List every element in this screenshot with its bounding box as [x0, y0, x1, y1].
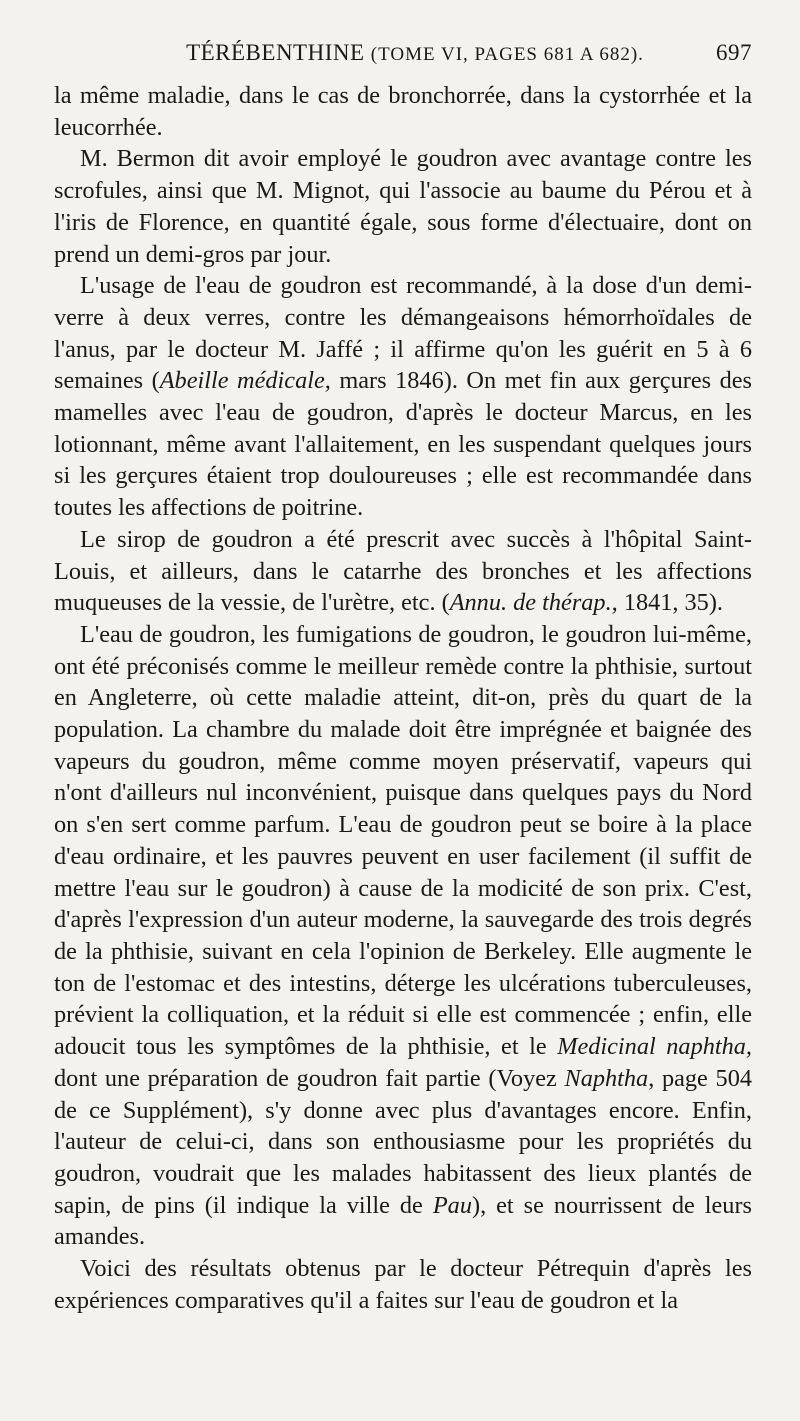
paragraph: [54, 143, 752, 270]
page-number: 697: [716, 40, 752, 65]
paragraph: [54, 524, 752, 619]
running-head-main: TÉRÉBENTHINE: [186, 40, 365, 65]
running-head: [54, 40, 716, 66]
italic-citation: Naphtha: [564, 1064, 649, 1092]
text-run: dont une préparation de goudron fait partie (Voyez: [54, 1064, 565, 1092]
text-run: la même maladie, dans le cas de bronchorrée, dans la cystorrhée et la leucorrhée.: [54, 82, 752, 141]
text-run: mars 1846). On met fin aux gerçures des mamelles avec l'eau de goudron, d'après le docteur Marcus, en les lotionnant, même avant l'allaitement, en les suspendant quelques jours si les gerçures étaient trop douloureuses ; elle est recommandée dans toutes les affections de poitrine.: [54, 367, 752, 522]
paragraph: [54, 270, 752, 524]
text-run: Voici des résultats obtenus par le docteur Pétrequin d'après les expériences comparatives qu'il a faites sur l'eau de goudron et la: [54, 1255, 752, 1314]
text-run: 1841, 35).: [617, 589, 723, 617]
text-run: M. Bermon dit avoir employé le goudron avec avantage contre les scrofules, ainsi que M. Mignot, qui l'associe au baume du Pérou et à l'iris de Florence, en quantité égale, sous forme d'électuaire, dont on prend un demi-gros par jour.: [54, 145, 752, 268]
body-text: [54, 80, 752, 1316]
italic-citation: Abeille médicale,: [159, 367, 331, 395]
italic-citation: Pau: [432, 1191, 472, 1219]
italic-citation: Annu. de thérap.,: [449, 589, 618, 617]
text-run: , page 504 de ce Supplément), s'y donne avec plus d'avantages encore. Enfin, l'auteur de celui-ci, dans son enthousiasme pour les propriétés du goudron, voudrait que les malades habitassent des lieux plantés de sapin, de pins (il indique la ville de: [54, 1064, 752, 1219]
paragraph: [54, 80, 752, 143]
text-run: L'usage de l'eau de goudron est recommandé, à la dose d'un demi-verre à deux verres, contre les démangeaisons hémorrhoïdales de l'anus, par le docteur M. Jaffé ; il affirme qu'on les guérit en 5 à 6 semaines (: [54, 272, 752, 395]
text-run: ), et se nourrissent de leurs amandes.: [54, 1191, 753, 1251]
italic-citation: Medicinal naphtha,: [557, 1033, 752, 1061]
paragraph: [54, 619, 752, 1253]
running-head-sub: (TOME VI, PAGES 681 A 682).: [370, 44, 644, 65]
paragraph: [54, 1253, 752, 1316]
running-header: [54, 40, 752, 80]
text-run: L'eau de goudron, les fumigations de goudron, le goudron lui-même, ont été préconisés comme le meilleur remède contre la phthisie, surtout en Angleterre, où cette maladie atteint, dit-on, près du quart de la population. La chambre du malade doit être imprégnée et baignée des vapeurs du goudron, même comme moyen préservatif, vapeurs qui n'ont d'ailleurs nul inconvénient, puisque dans quelques pays du Nord on s'en sert comme parfum. L'eau de goudron peut se boire à la place d'eau ordinaire, et les pauvres peuvent en user facilement (il suffit de mettre l'eau sur le goudron) à cause de la modicité de son prix. C'est, d'après l'expression d'un auteur moderne, la sauvegarde des trois degrés de la phthisie, suivant en cela l'opinion de Berkeley. Elle augmente le ton de l'estomac et des intestins, déterge les ulcérations tuberculeuses, prévient la colliquation, et la réduit si elle est commencée ; enfin, elle adoucit tous les symptômes de la phthisie, et le: [54, 620, 752, 1061]
text-run: Le sirop de goudron a été prescrit avec succès à l'hôpital Saint-Louis, et ailleurs, dans le catarrhe des bronches et les affections muqueuses de la vessie, de l'urètre, etc. (: [54, 525, 752, 617]
